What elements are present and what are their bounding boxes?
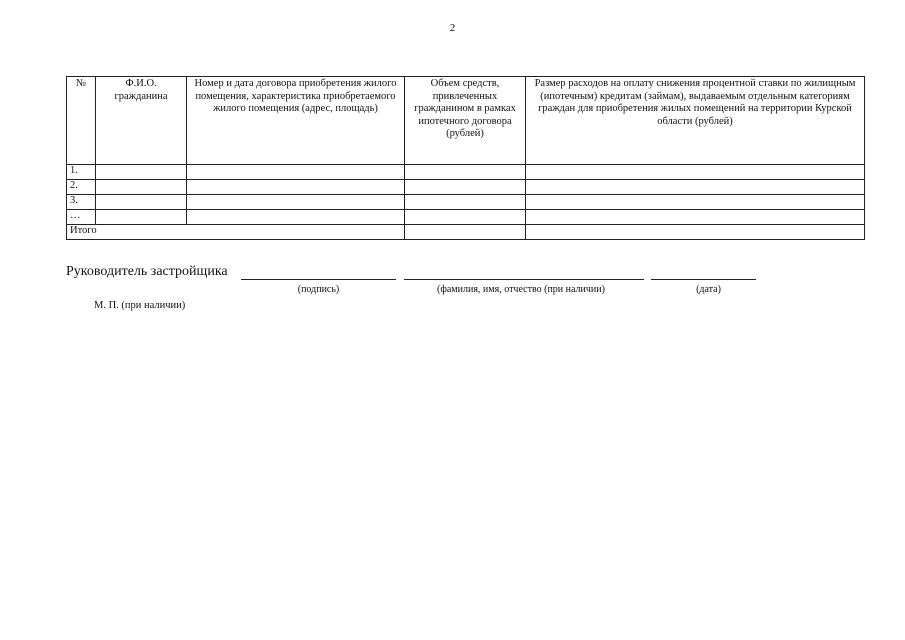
- signature-line: [241, 279, 396, 280]
- row-number-cell: 3.: [67, 195, 96, 210]
- name-line: [404, 279, 644, 280]
- row-number-cell: 1.: [67, 165, 96, 180]
- citizen-name-cell: [96, 210, 187, 225]
- header-citizen-name: Ф.И.О. гражданина: [96, 77, 187, 165]
- expenses-amount-cell: [526, 210, 865, 225]
- table-row: [67, 195, 865, 210]
- table-row: [67, 210, 865, 225]
- funds-amount-cell: [405, 210, 526, 225]
- signature-caption: (подпись): [297, 284, 340, 295]
- name-caption: (фамилия, имя, отчество (при наличии): [437, 284, 605, 295]
- expenses-amount-cell: [526, 165, 865, 180]
- funds-amount-cell: [405, 195, 526, 210]
- funds-amount-cell: [405, 180, 526, 195]
- signature-title: Руководитель застройщика: [66, 264, 228, 279]
- table-header-row: [67, 77, 865, 165]
- date-line: [651, 279, 756, 280]
- citizen-name-cell: [96, 180, 187, 195]
- contract-info-cell: [187, 195, 405, 210]
- table-row: [67, 165, 865, 180]
- contract-info-cell: [187, 180, 405, 195]
- header-funds-amount: Объем средств, привлеченных гражданином в рамках ипотечного договора (рублей): [405, 77, 526, 165]
- expenses-amount-cell: [526, 195, 865, 210]
- header-contract-info: Номер и дата договора приобретения жилого помещения, характеристика приобретаемого жилого помещения (адрес, площадь): [187, 77, 405, 165]
- table-total-row: [67, 225, 865, 240]
- date-caption: (дата): [696, 284, 721, 295]
- header-number: №: [67, 77, 96, 165]
- stamp-note: М. П. (при наличии): [94, 300, 186, 311]
- contract-info-cell: [187, 165, 405, 180]
- total-expenses-cell: [526, 225, 865, 240]
- funds-amount-cell: [405, 165, 526, 180]
- report-table: [66, 76, 865, 240]
- row-number-cell: 2.: [67, 180, 96, 195]
- page-number: 2: [449, 22, 456, 34]
- expenses-amount-cell: [526, 180, 865, 195]
- row-number-cell: …: [67, 210, 96, 225]
- citizen-name-cell: [96, 195, 187, 210]
- signature-block: [66, 264, 866, 324]
- total-label-cell: Итого: [67, 225, 405, 240]
- contract-info-cell: [187, 210, 405, 225]
- total-funds-cell: [405, 225, 526, 240]
- header-expenses-amount: Размер расходов на оплату снижения процентной ставки по жилищным (ипотечным) кредитам (займам), выдаваемым отдельным категориям граждан для приобретения жилых помещений на территории Курской области (рублей): [526, 77, 865, 165]
- citizen-name-cell: [96, 165, 187, 180]
- table-row: [67, 180, 865, 195]
